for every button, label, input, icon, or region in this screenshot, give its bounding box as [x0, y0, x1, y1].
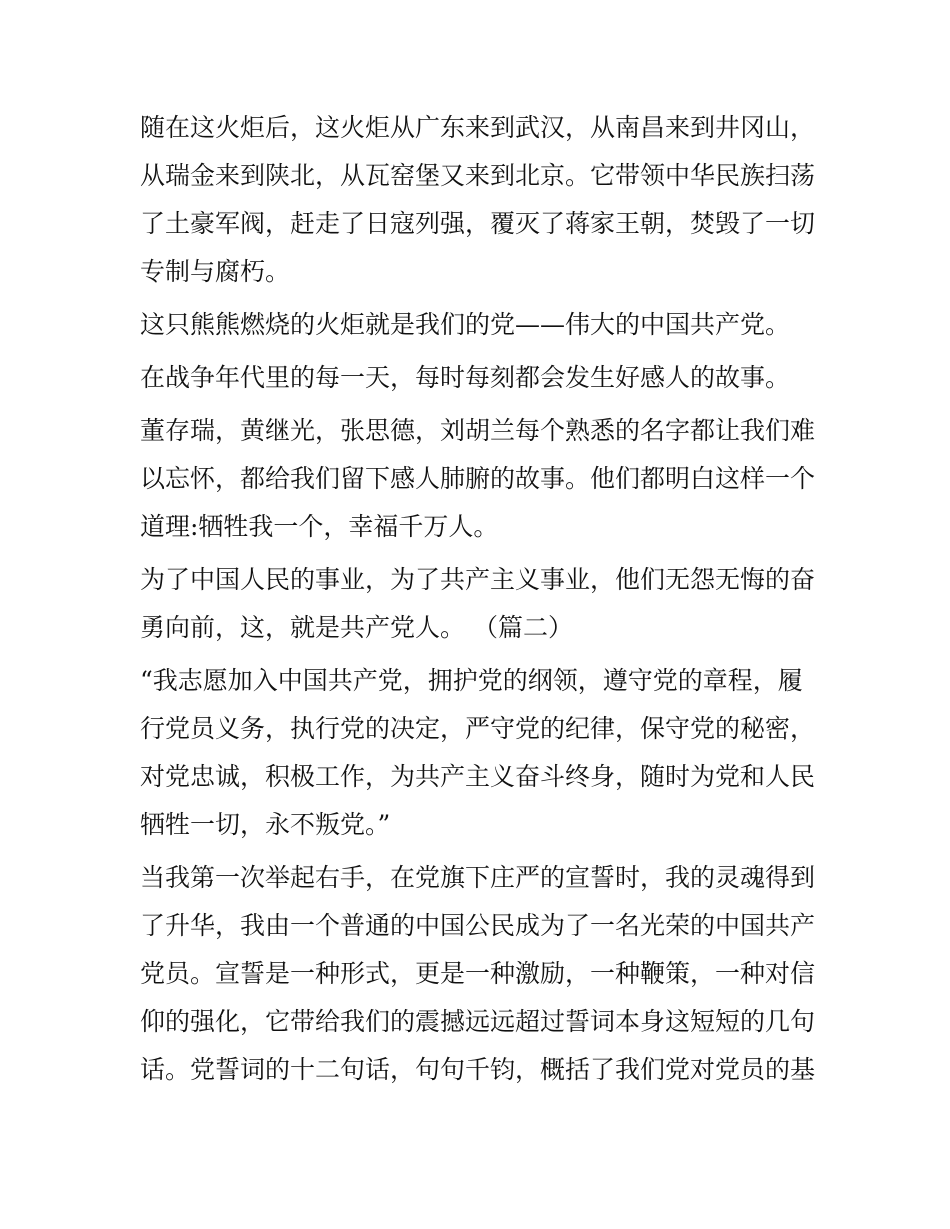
text-line: 牺牲一切，永不叛党。” — [140, 810, 391, 839]
text-line: 道理:牺牲我一个，幸福千万人。 — [140, 512, 499, 541]
text-line: 对党忠诚，积极工作，为共产主义奋斗终身，随时为党和人民 — [140, 762, 816, 791]
text-line: “我志愿加入中国共产党，拥护党的纲领，遵守党的章程，履 — [140, 666, 803, 695]
paragraph-torch-is-party — [140, 301, 820, 349]
text-line: 了升华，我由一个普通的中国公民成为了一名光荣的中国共产 — [140, 911, 816, 940]
text-line: 董存瑞，黄继光，张思德，刘胡兰每个熟悉的名字都让我们难 — [140, 416, 816, 445]
paragraph-heroes — [140, 407, 820, 551]
text-line: 专制与腐朽。 — [140, 257, 291, 286]
text-line: 了土豪军阀，赶走了日寇列强，覆灭了蒋家王朝，焚毁了一切 — [140, 209, 816, 238]
text-line: 这只熊熊燃烧的火炬就是我们的党——伟大的中国共产党。 — [140, 310, 791, 339]
text-line: 仰的强化，它带给我们的震撼远远超过誓词本身这短短的几句 — [140, 1007, 816, 1036]
paragraph-oath — [140, 657, 820, 849]
paragraph-first-oath — [140, 854, 820, 1094]
text-line: 勇向前，这，就是共产党人。 （篇二） — [140, 613, 573, 642]
text-line: 从瑞金来到陕北，从瓦窑堡又来到北京。它带领中华民族扫荡 — [140, 161, 816, 190]
text-line: 当我第一次举起右手，在党旗下庄严的宣誓时，我的灵魂得到 — [140, 863, 816, 892]
document-body — [140, 104, 820, 1094]
text-line: 话。党誓词的十二句话，句句千钧，概括了我们党对党员的基 — [140, 1055, 816, 1084]
text-line: 以忘怀，都给我们留下感人肺腑的故事。他们都明白这样一个 — [140, 464, 816, 493]
paragraph-communists — [140, 556, 820, 652]
text-line: 行党员义务，执行党的决定，严守党的纪律，保守党的秘密， — [140, 714, 816, 743]
paragraph-torch-journey — [140, 104, 820, 296]
text-line: 在战争年代里的每一天，每时每刻都会发生好感人的故事。 — [140, 363, 791, 392]
text-line: 党员。宣誓是一种形式，更是一种激励，一种鞭策，一种对信 — [140, 959, 816, 988]
paragraph-war-years — [140, 354, 820, 402]
text-line: 随在这火炬后，这火炬从广东来到武汉，从南昌来到井冈山， — [140, 113, 816, 142]
text-line: 为了中国人民的事业，为了共产主义事业，他们无怨无悔的奋 — [140, 565, 816, 594]
